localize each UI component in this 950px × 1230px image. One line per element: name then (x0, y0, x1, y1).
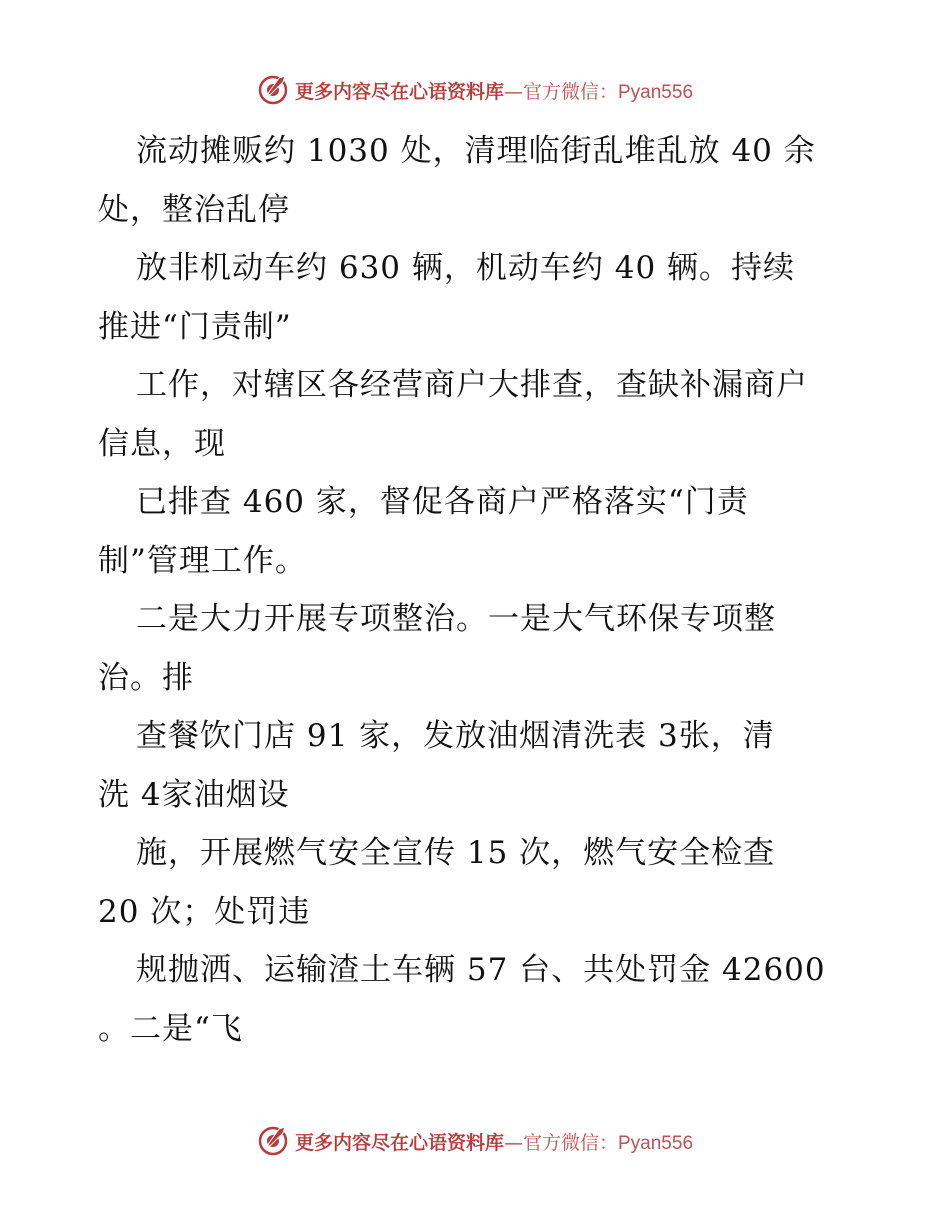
footer-banner (0, 1121, 950, 1161)
pen-logo-icon (257, 74, 289, 106)
footer-banner-wechat: 官方微信：Pyan556 (523, 1132, 694, 1154)
body-line: 处，整治乱停 (98, 191, 290, 228)
header-banner-title: 更多内容尽在心语资料库 (294, 80, 504, 103)
pen-logo-icon (257, 1125, 289, 1157)
header-banner-separator: — (504, 80, 523, 103)
body-line: 20 次；处罚违 (98, 893, 311, 930)
body-line: 查餐饮门店 91 家，发放油烟清洗表 3张，清 (136, 718, 775, 754)
body-line: 规抛洒、运输渣土车辆 57 台、共处罚金 42600 (136, 952, 826, 988)
body-line: 已排查 460 家，督促各商户严格落实“门责 (136, 484, 749, 520)
body-line: 工作，对辖区各经营商户大排查，查缺补漏商户 (136, 367, 808, 403)
header-banner-text (295, 77, 693, 104)
body-line: 流动摊贩约 1030 处，清理临街乱堆乱放 40 余 (136, 133, 816, 169)
footer-banner-separator: — (504, 1131, 523, 1154)
footer-banner-text (295, 1128, 693, 1155)
header-banner-wechat: 官方微信：Pyan556 (523, 81, 694, 103)
body-line: 治。排 (98, 659, 194, 696)
body-line: 制”管理工作。 (98, 542, 307, 579)
body-line: 。二是“飞 (98, 1010, 243, 1047)
header-banner (0, 70, 950, 110)
body-line: 二是大力开展专项整治。一是大气环保专项整 (136, 601, 776, 637)
footer-banner-title: 更多内容尽在心语资料库 (294, 1131, 504, 1154)
document-body (98, 122, 858, 1058)
body-line: 施，开展燃气安全宣传 15 次，燃气安全检查 (136, 835, 776, 871)
body-line: 洗 4家油烟设 (98, 776, 290, 813)
body-line: 推进“门责制” (98, 308, 292, 345)
body-line: 放非机动车约 630 辆，机动车约 40 辆。持续 (136, 250, 796, 286)
body-line: 信息，现 (98, 425, 226, 462)
